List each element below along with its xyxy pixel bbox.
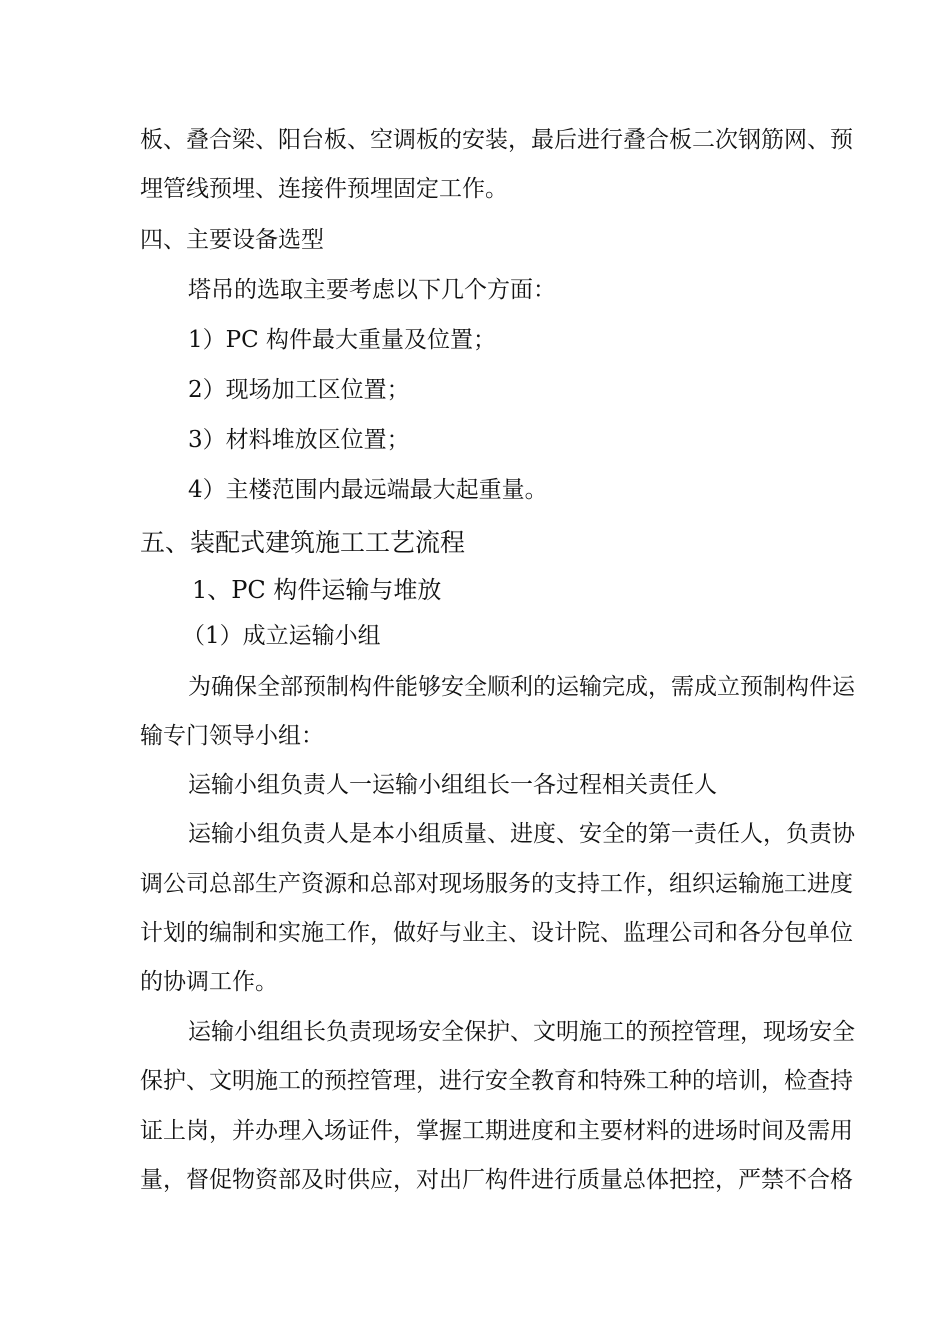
- subsection-heading: 1、PC 构件运输与堆放: [192, 576, 442, 604]
- list-item: 2）现场加工区位置；: [188, 377, 410, 403]
- body-text-line: 的协调工作。: [140, 969, 278, 995]
- body-text-line: 计划的编制和实施工作，做好与业主、设计院、监理公司和各分包单位: [140, 920, 853, 946]
- list-item: 1）PC 构件最大重量及位置；: [188, 327, 497, 353]
- list-item: 3）材料堆放区位置；: [188, 427, 410, 453]
- body-text-line: 运输小组负责人是本小组质量、进度、安全的第一责任人，负责协: [188, 821, 855, 847]
- body-text-line: 板、叠合梁、阳台板、空调板的安装，最后进行叠合板二次钢筋网、预: [140, 127, 853, 153]
- list-item: 4）主楼范围内最远端最大起重量。: [188, 477, 548, 503]
- body-text-line: 调公司总部生产资源和总部对现场服务的支持工作，组织运输施工进度: [140, 871, 853, 897]
- section-heading: 五、装配式建筑施工工艺流程: [140, 528, 466, 557]
- body-text-line: 保护、文明施工的预控管理，进行安全教育和特殊工种的培训，检查持: [140, 1068, 853, 1094]
- body-text-line: 埋管线预埋、连接件预埋固定工作。: [140, 176, 508, 202]
- subsubsection-heading: （1）成立运输小组: [182, 623, 381, 649]
- body-text-line: 证上岗，并办理入场证件，掌握工期进度和主要材料的进场时间及需用: [140, 1118, 853, 1144]
- body-text-line: 运输小组负责人一运输小组组长一各过程相关责任人: [188, 772, 717, 798]
- body-text-line: 量，督促物资部及时供应，对出厂构件进行质量总体把控，严禁不合格: [140, 1167, 853, 1193]
- body-text-line: 为确保全部预制构件能够安全顺利的运输完成，需成立预制构件运: [188, 674, 855, 700]
- body-text-line: 塔吊的选取主要考虑以下几个方面：: [188, 277, 556, 303]
- body-text-line: 输专门领导小组：: [140, 723, 324, 749]
- body-text-line: 运输小组组长负责现场安全保护、文明施工的预控管理，现场安全: [188, 1019, 855, 1045]
- section-heading: 四、主要设备选型: [140, 227, 324, 253]
